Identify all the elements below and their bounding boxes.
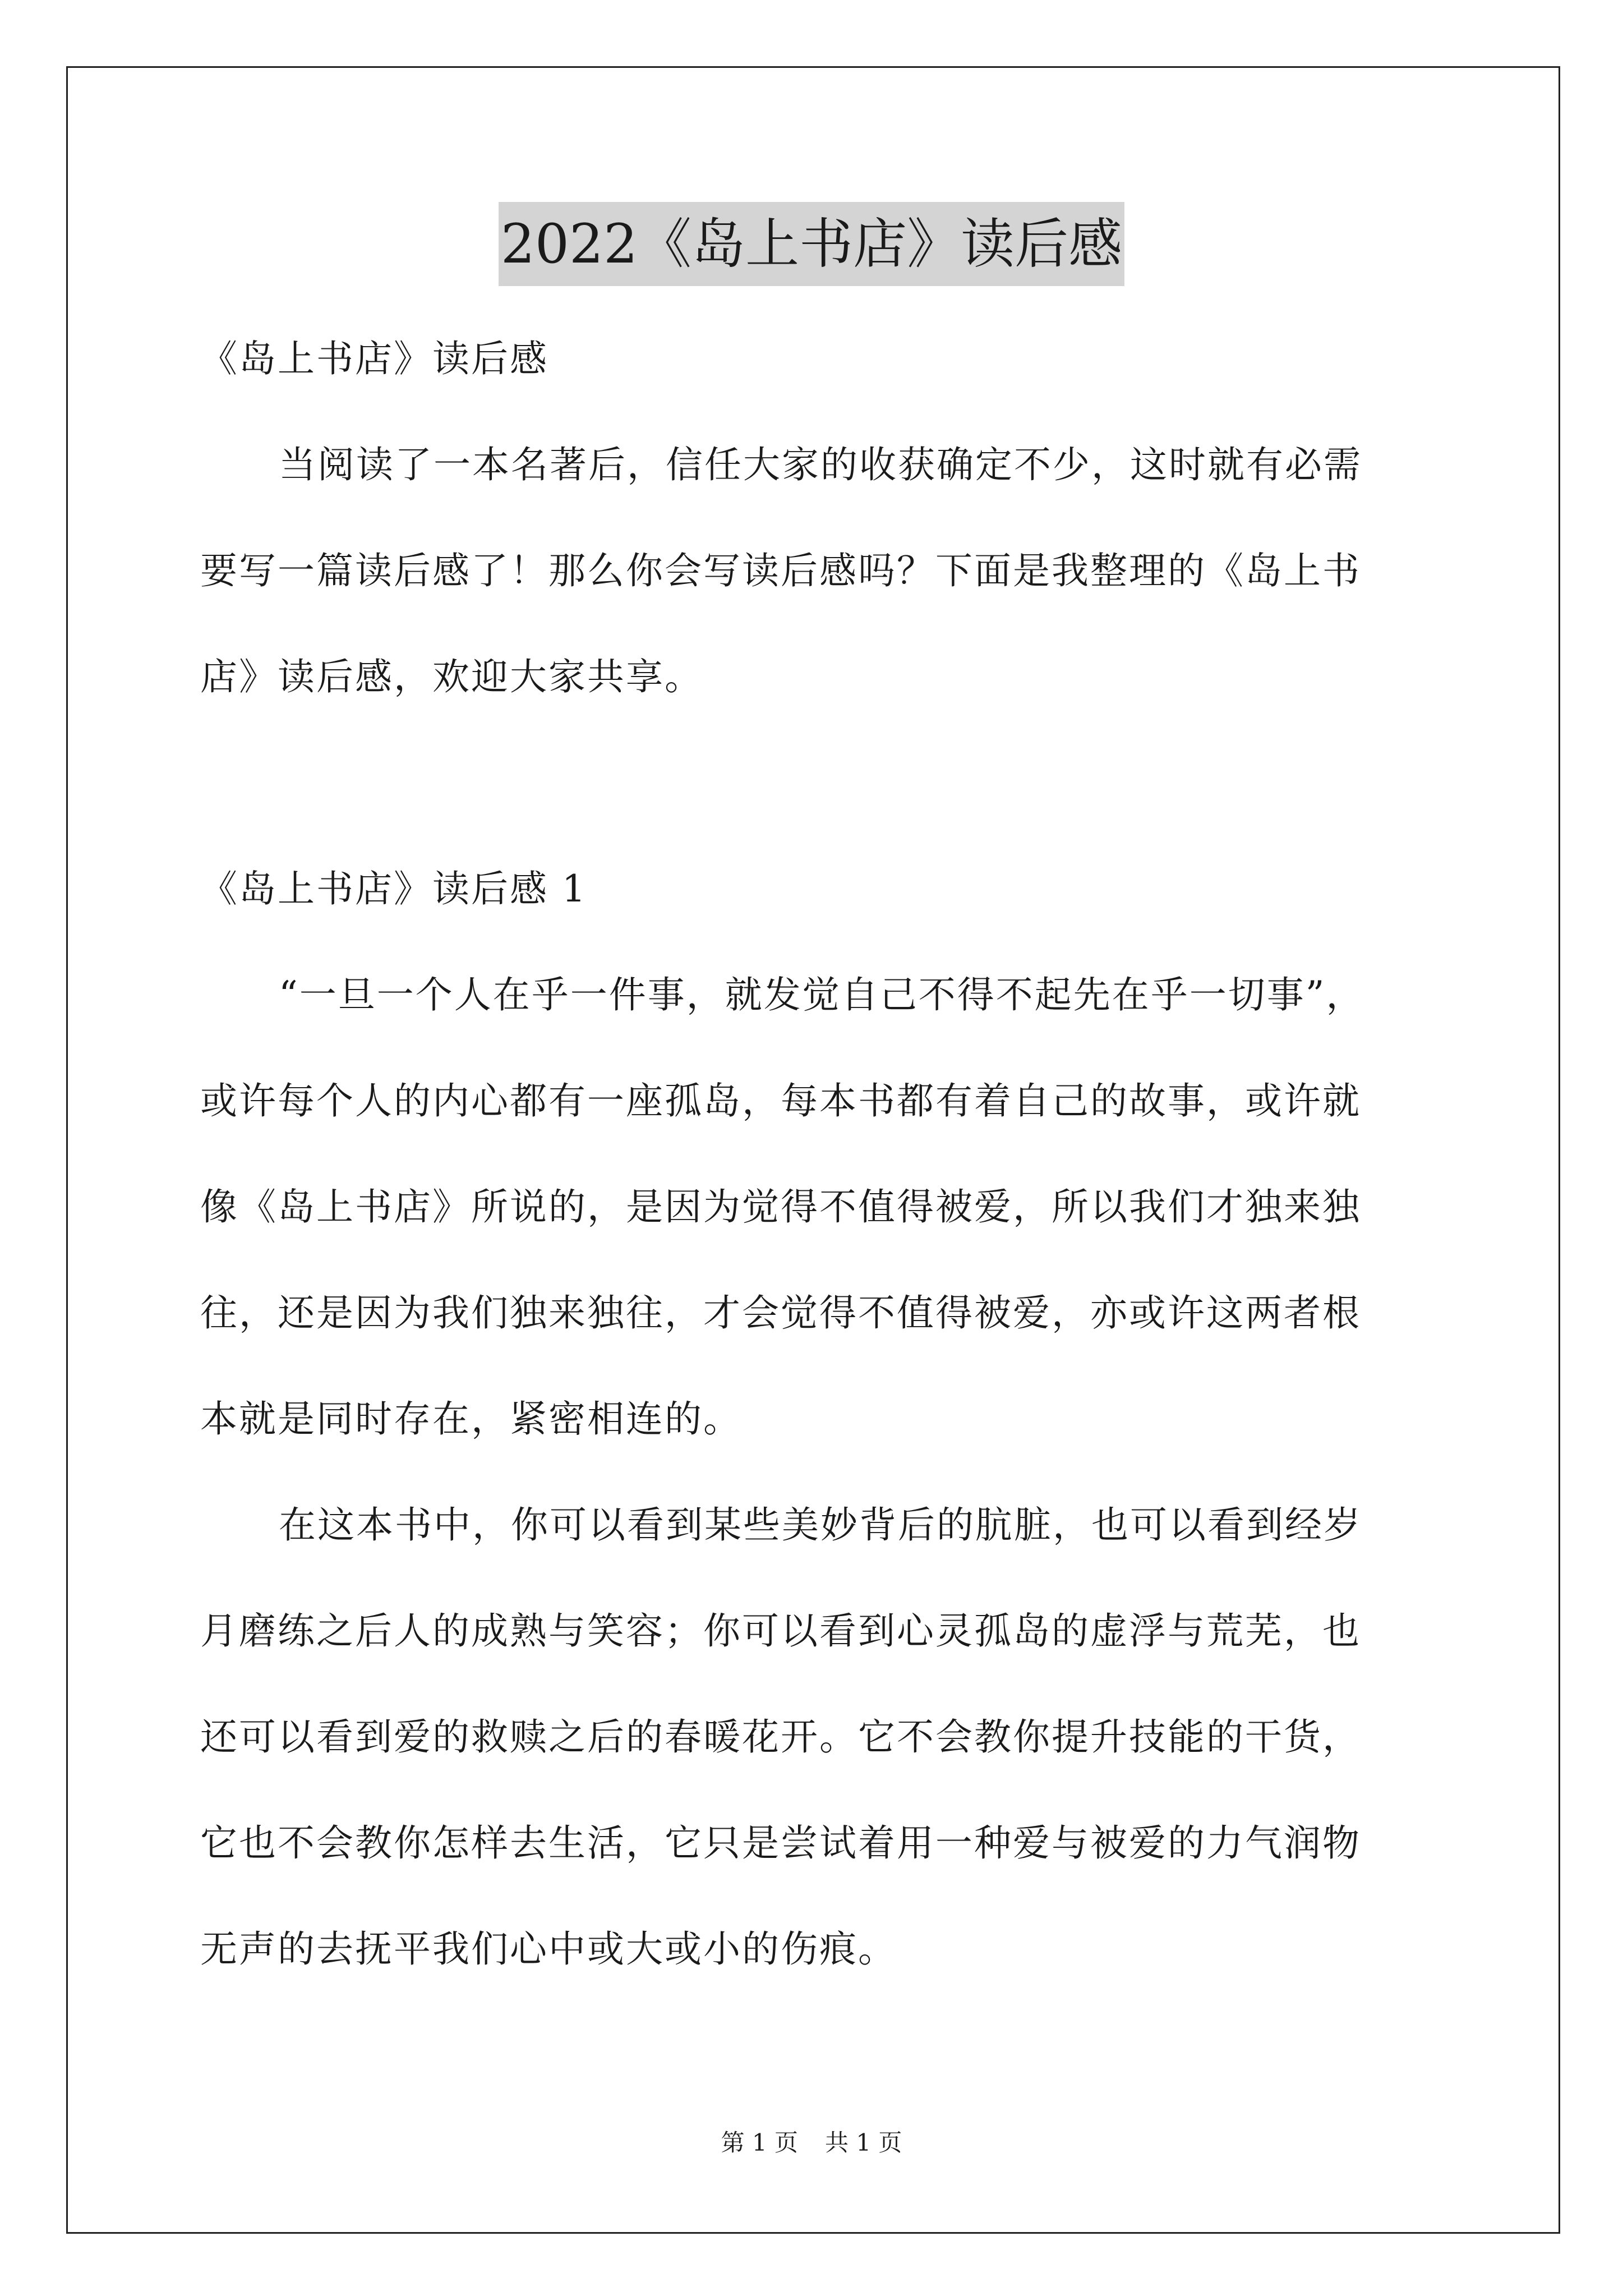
title-wrap bbox=[0, 202, 1623, 286]
page-number: 第 1 页 bbox=[721, 2129, 798, 2156]
paragraph2-line: 无声的去抚平我们心中或大或小的伤痕。 bbox=[200, 1927, 897, 1971]
paragraph2-line: 它也不会教你怎样去生活，它只是尝试着用一种爱与被爱的力气润物 bbox=[200, 1821, 1361, 1865]
paragraph1-line: 像《岛上书店》所说的，是因为觉得不值得被爱，所以我们才独来独 bbox=[200, 1185, 1361, 1228]
section-heading: 《岛上书店》读后感 1 bbox=[200, 867, 587, 910]
paragraph2-line: 月磨练之后人的成熟与笑容；你可以看到心灵孤岛的虚浮与荒芜，也 bbox=[200, 1609, 1361, 1653]
paragraph1-line: 往，还是因为我们独来独往，才会觉得不值得被爱，亦或许这两者根 bbox=[200, 1291, 1361, 1335]
paragraph1-line: 或许每个人的内心都有一座孤岛，每本书都有着自己的故事，或许就 bbox=[200, 1079, 1361, 1122]
paragraph1-line: 本就是同时存在，紧密相连的。 bbox=[200, 1397, 742, 1441]
document-body bbox=[200, 306, 1434, 2002]
intro-line: 店》读后感，欢迎大家共享。 bbox=[200, 655, 703, 698]
paragraph2-line: 还可以看到爱的救赎之后的春暖花开。它不会教你提升技能的干货， bbox=[200, 1715, 1361, 1759]
intro-line: 要写一篇读后感了！那么你会写读后感吗？下面是我整理的《岛上书 bbox=[200, 549, 1361, 592]
paragraph1-line: “一旦一个人在乎一件事，就发觉自己不得不起先在乎一切事”， bbox=[279, 973, 1365, 1016]
subtitle: 《岛上书店》读后感 bbox=[200, 337, 548, 380]
intro-line: 当阅读了一本名著后，信任大家的收获确定不少，这时就有必需 bbox=[279, 443, 1362, 486]
paragraph2-line: 在这本书中，你可以看到某些美妙背后的肮脏，也可以看到经岁 bbox=[279, 1503, 1362, 1547]
page-total: 共 1 页 bbox=[825, 2129, 902, 2156]
document-title: 2022《岛上书店》读后感 bbox=[499, 202, 1124, 286]
page-footer bbox=[0, 2126, 1623, 2160]
blank-line bbox=[200, 730, 1434, 836]
